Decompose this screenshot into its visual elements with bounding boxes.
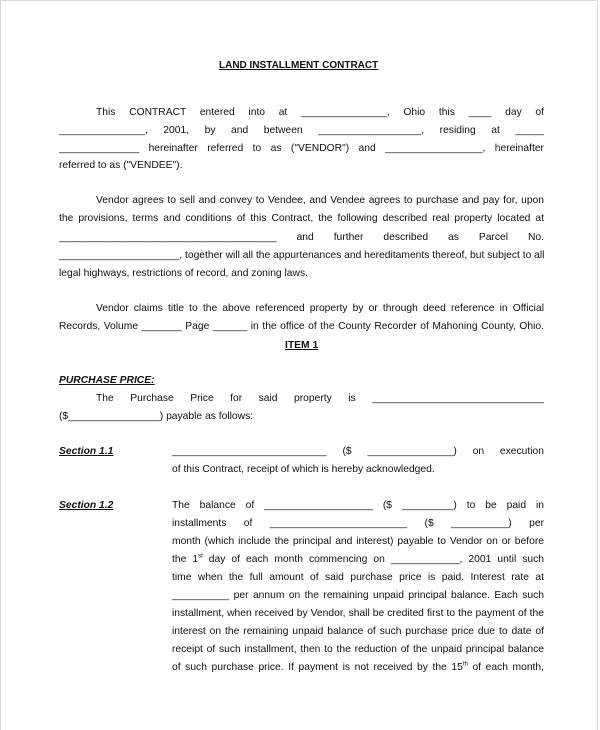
section-1-2-line: of such purchase price. If payment is not received by the 15th of each month, — [172, 661, 545, 673]
section-1-1-line: ___________________________ ($ _______________) on execution — [172, 446, 544, 457]
section-1-2-line: The balance of ___________________ ($ _________) to be paid in — [172, 500, 544, 511]
purchase-line: ($________________) payable as follows: — [59, 411, 254, 422]
section-1-2-line: time when the full amount of said purchase price is paid. Interest rate at — [172, 572, 544, 583]
para3-line: Vendor claims title to the above referenced property by or through deed reference in Official — [96, 303, 544, 314]
para2-line: ______________________________________ and further described as Parcel No. — [59, 232, 544, 243]
para1-line: ______________ hereinafter referred to as ("VENDOR") and _________________, hereinafter — [59, 143, 544, 154]
section-1-2-label: Section 1.2 — [59, 500, 114, 511]
para1-line: _______________, 2001, by and between __________________, residing at _____ — [59, 125, 544, 136]
para3-line: Records, Volume _______ Page ______ in the office of the County Recorder of Mahoning County, Ohio. — [59, 321, 544, 332]
section-1-2-line: installment, when received by Vendor, shall be credited first to the payment of the — [172, 608, 544, 619]
document-title: LAND INSTALLMENT CONTRACT — [219, 60, 379, 71]
section-1-2-line: installments of ________________________ ($ __________) per — [172, 518, 544, 529]
section-1-1-label: Section 1.1 — [59, 446, 114, 457]
para2-line: _____________________, together will all the appurtenances and hereditaments thereof, but subject to all — [59, 250, 545, 261]
para1-line: This CONTRACT entered into at _______________, Ohio this ____ day of — [96, 107, 544, 118]
para2-line: the provisions, terms and conditions of this Contract, the following described real property located at — [59, 213, 544, 224]
section-1-2-line: month (which include the principal and interest) payable to Vendor on or before — [172, 536, 544, 547]
para2-line: Vendor agrees to sell and convey to Vendee, and Vendee agrees to purchase and pay for, upon — [96, 195, 544, 206]
item-heading: ITEM 1 — [285, 340, 319, 351]
section-1-1-line: of this Contract, receipt of which is hereby acknowledged. — [172, 464, 435, 475]
para2-line: legal highways, restrictions of record, and zoning laws. — [59, 268, 308, 279]
section-1-2-line: receipt of such installment, then to the reduction of the unpaid principal balance — [172, 644, 544, 655]
section-1-2-line: interest on the remaining unpaid balance of such purchase price due to date of — [172, 626, 544, 637]
purchase-price-heading: PURCHASE PRICE: — [59, 375, 155, 386]
para1-line: referred to as ("VENDEE"). — [59, 160, 183, 171]
section-1-2-line: __________ per annum on the remaining unpaid principal balance. Each such — [172, 590, 544, 601]
purchase-line: The Purchase Price for said property is ______________________________ — [96, 393, 544, 404]
section-1-2-line: the 1st day of each month commencing on ____________, 2001 until such — [172, 553, 544, 565]
